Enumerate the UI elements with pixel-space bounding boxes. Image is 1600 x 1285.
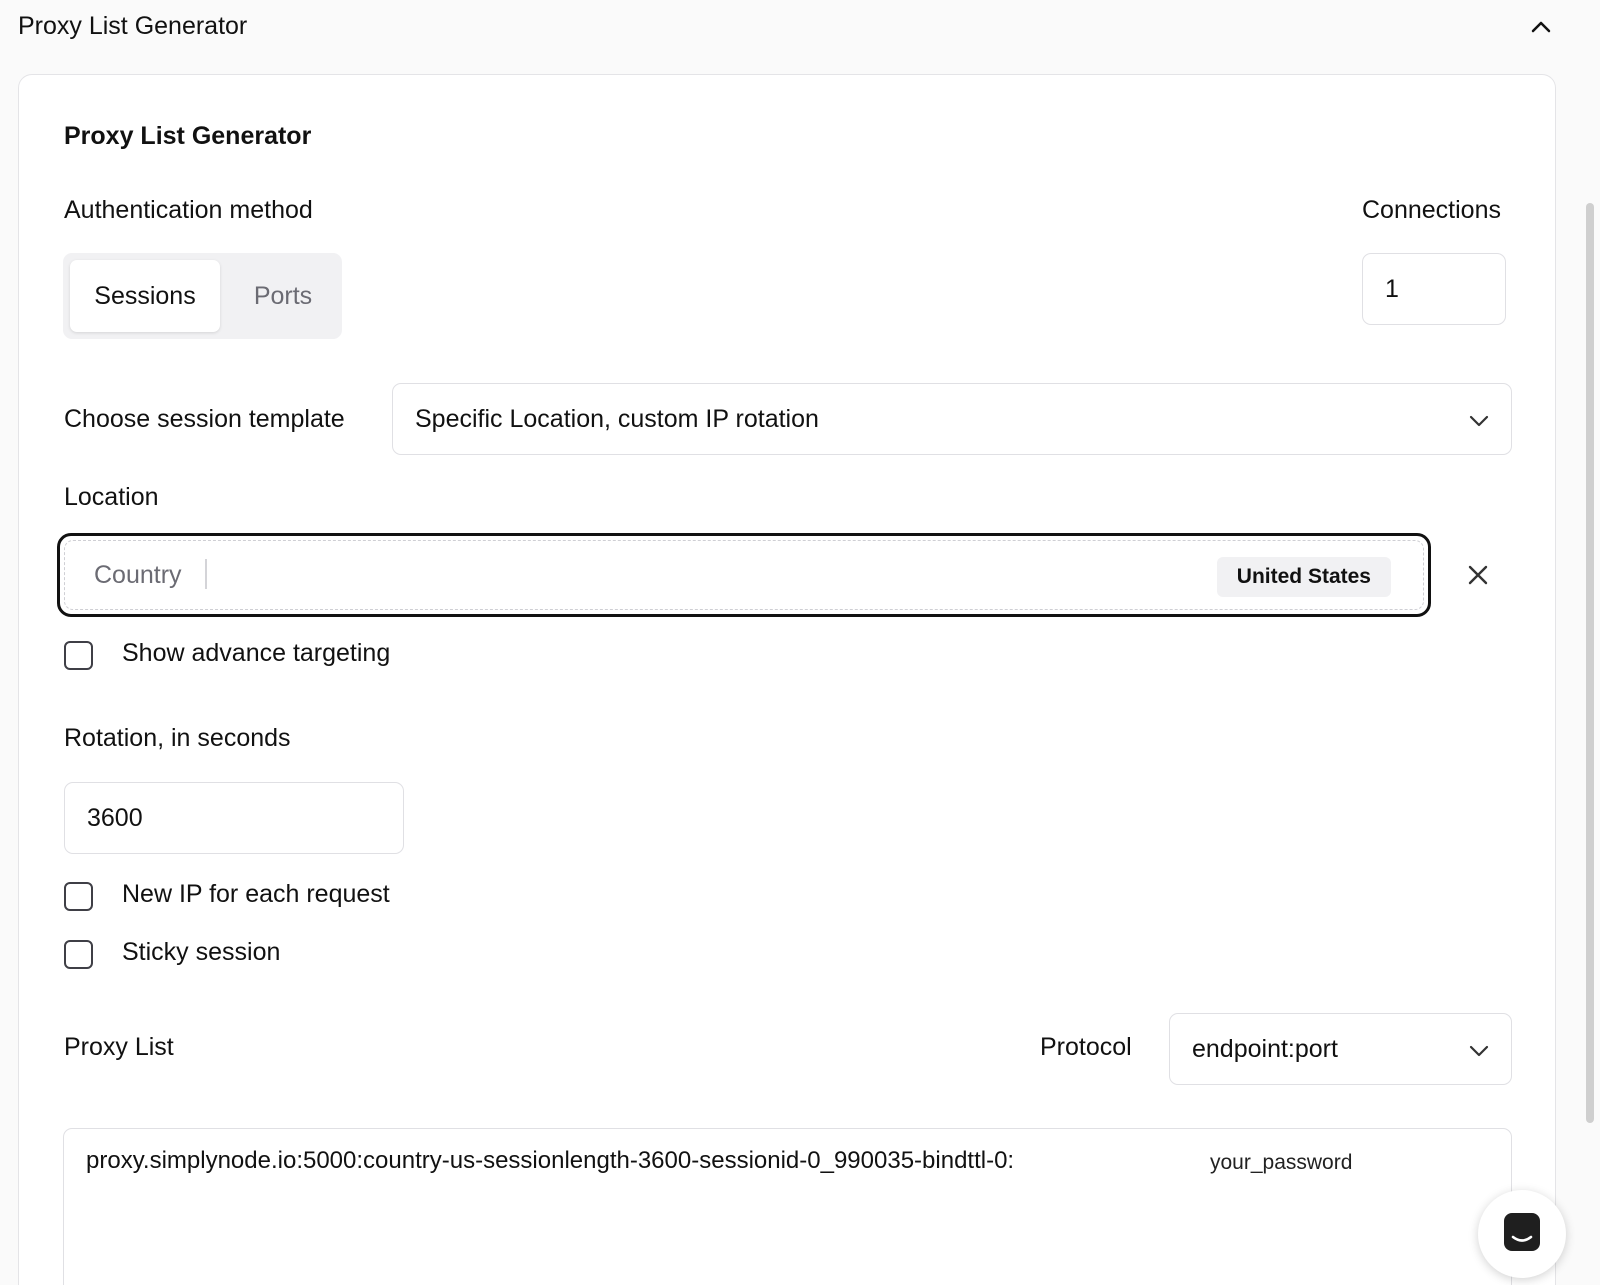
rotation-label: Rotation, in seconds (64, 724, 291, 752)
new-ip-checkbox[interactable] (64, 882, 93, 911)
location-label: Location (64, 483, 159, 511)
chevron-up-icon[interactable] (1526, 12, 1556, 42)
session-template-select[interactable] (392, 383, 1512, 455)
proxy-line: proxy.simplynode.io:5000:country-us-sessionlength-3600-sessionid-0_990035-bindttl-0: (86, 1147, 1015, 1174)
accordion-title: Proxy List Generator (18, 12, 248, 40)
close-icon[interactable] (1462, 559, 1494, 591)
accordion-header[interactable] (0, 0, 1600, 56)
location-field[interactable] (57, 533, 1431, 617)
card-title: Proxy List Generator (64, 122, 312, 150)
connections-label: Connections (1362, 196, 1501, 224)
session-template-value: Specific Location, custom IP rotation (415, 404, 819, 433)
auth-method-label: Authentication method (64, 196, 313, 224)
rotation-input[interactable]: 3600 (64, 782, 404, 854)
proxy-list-label: Proxy List (64, 1033, 174, 1061)
scrollbar[interactable] (1586, 203, 1594, 1123)
auth-method-toggle (63, 253, 342, 339)
location-inner (64, 540, 1424, 610)
chat-icon (1502, 1211, 1542, 1258)
text-caret (205, 559, 207, 589)
connections-input[interactable]: 1 (1362, 253, 1506, 325)
country-label: Country (94, 561, 182, 589)
protocol-label: Protocol (1040, 1033, 1132, 1061)
sticky-session-checkbox[interactable] (64, 940, 93, 969)
sticky-session-label: Sticky session (122, 938, 281, 966)
protocol-select[interactable] (1169, 1013, 1512, 1085)
session-template-label: Choose session template (64, 405, 345, 433)
advance-targeting-label: Show advance targeting (122, 639, 391, 667)
protocol-value: endpoint:port (1192, 1034, 1338, 1063)
password-placeholder: your_password (1210, 1151, 1353, 1174)
tab-sessions[interactable]: Sessions (70, 260, 220, 332)
chevron-down-icon (1469, 405, 1489, 434)
chat-button[interactable] (1478, 1190, 1566, 1278)
new-ip-label: New IP for each request (122, 880, 390, 908)
advance-targeting-checkbox[interactable] (64, 641, 93, 670)
chevron-down-icon (1469, 1035, 1489, 1064)
country-tag[interactable]: United States (1217, 557, 1391, 597)
tab-ports[interactable]: Ports (253, 281, 313, 310)
proxy-list-output[interactable] (63, 1128, 1512, 1285)
